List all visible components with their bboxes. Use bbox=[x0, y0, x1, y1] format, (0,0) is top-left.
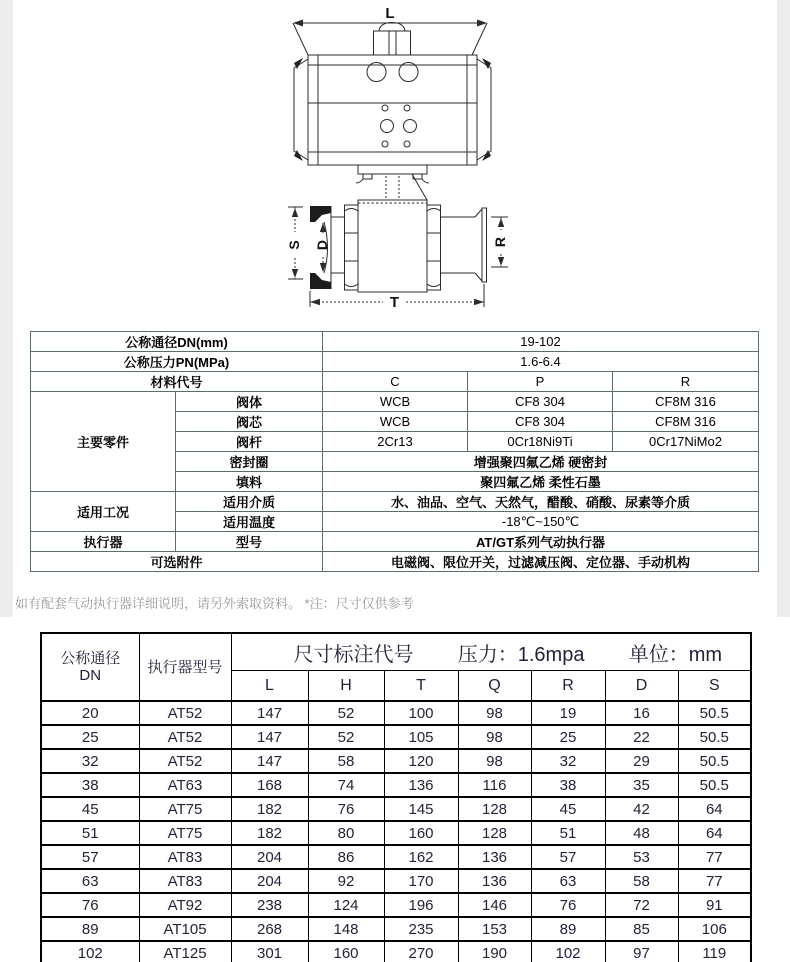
spec-value: 2Cr13 bbox=[323, 432, 468, 452]
spec-value: AT/GT系列气动执行器 bbox=[323, 532, 759, 552]
spec-group-label: 主要零件 bbox=[31, 392, 176, 492]
spec-value: CF8M 316 bbox=[613, 412, 759, 432]
spec-label: 公称压力PN(MPa) bbox=[31, 352, 323, 372]
dim-table-cell: 153 bbox=[458, 917, 531, 941]
spec-label: 填料 bbox=[176, 472, 323, 492]
dim-col-l: L bbox=[231, 671, 308, 702]
dim-table-cell: 190 bbox=[458, 941, 531, 962]
dim-table-cell: 38 bbox=[531, 773, 605, 797]
dim-table-cell: 86 bbox=[308, 845, 384, 869]
dim-table-cell: 48 bbox=[605, 821, 678, 845]
spec-value: P bbox=[468, 372, 613, 392]
dim-table-cell: 20 bbox=[41, 701, 139, 725]
spec-label: 公称通径DN(mm) bbox=[31, 332, 323, 352]
dim-table-cell: 124 bbox=[308, 893, 384, 917]
dim-table-cell: 51 bbox=[41, 821, 139, 845]
dim-col-q: Q bbox=[458, 671, 531, 702]
dim-table-cell: AT52 bbox=[139, 725, 231, 749]
dim-table-cell: 45 bbox=[531, 797, 605, 821]
dim-table-row bbox=[41, 941, 751, 962]
dim-table-cell: AT105 bbox=[139, 917, 231, 941]
spec-row bbox=[31, 352, 759, 372]
dim-col-t: T bbox=[384, 671, 458, 702]
spec-label: 阀杆 bbox=[176, 432, 323, 452]
dim-table-row bbox=[41, 701, 751, 725]
dim-table-cell: 16 bbox=[605, 701, 678, 725]
dim-table-cell: 32 bbox=[41, 749, 139, 773]
dim-table-cell: 85 bbox=[605, 917, 678, 941]
dim-table-cell: 196 bbox=[384, 893, 458, 917]
dim-table-cell: 57 bbox=[41, 845, 139, 869]
spec-label: 型号 bbox=[176, 532, 323, 552]
dim-table-cell: 147 bbox=[231, 725, 308, 749]
dim-table-cell: 52 bbox=[308, 725, 384, 749]
dim-table-cell: 58 bbox=[605, 869, 678, 893]
spec-value: CF8 304 bbox=[468, 392, 613, 412]
dim-table-cell: 25 bbox=[531, 725, 605, 749]
dim-table-cell: 162 bbox=[384, 845, 458, 869]
dim-label-l: L bbox=[385, 5, 395, 22]
spec-row bbox=[31, 332, 759, 352]
dim-table-cell: 74 bbox=[308, 773, 384, 797]
spec-value: CF8M 316 bbox=[613, 392, 759, 412]
dim-col-r: R bbox=[531, 671, 605, 702]
dim-table-cell: 50.5 bbox=[678, 725, 751, 749]
dim-table-cell: 168 bbox=[231, 773, 308, 797]
spec-label: 材料代号 bbox=[31, 372, 323, 392]
dim-table-cell: 100 bbox=[384, 701, 458, 725]
dim-table-row bbox=[41, 797, 751, 821]
dim-table-cell: 238 bbox=[231, 893, 308, 917]
dim-table-cell: 50.5 bbox=[678, 749, 751, 773]
dim-table-cell: 35 bbox=[605, 773, 678, 797]
dim-table-cell: 98 bbox=[458, 749, 531, 773]
dim-table-cell: 204 bbox=[231, 869, 308, 893]
spec-value: WCB bbox=[323, 392, 468, 412]
dim-table-cell: 64 bbox=[678, 821, 751, 845]
dim-table-cell: 98 bbox=[458, 725, 531, 749]
dim-table-cell: 182 bbox=[231, 821, 308, 845]
spec-value: CF8 304 bbox=[468, 412, 613, 432]
dim-table-row bbox=[41, 725, 751, 749]
dim-table-cell: 119 bbox=[678, 941, 751, 962]
dim-title-unit: 单位：mm bbox=[628, 643, 723, 666]
dim-table-cell: 182 bbox=[231, 797, 308, 821]
dim-table-cell: 91 bbox=[678, 893, 751, 917]
dim-table-cell: 160 bbox=[308, 941, 384, 962]
dim-table-cell: 76 bbox=[308, 797, 384, 821]
dim-table-cell: 128 bbox=[458, 797, 531, 821]
dim-table-cell: 53 bbox=[605, 845, 678, 869]
spec-value: 聚四氟乙烯 柔性石墨 bbox=[323, 472, 759, 492]
spec-value: 增强聚四氟乙烯 硬密封 bbox=[323, 452, 759, 472]
dim-table-cell: 72 bbox=[605, 893, 678, 917]
dim-label-r: R bbox=[492, 236, 508, 248]
dim-table-cell: 64 bbox=[678, 797, 751, 821]
spec-row bbox=[31, 392, 759, 412]
bottom-section bbox=[0, 617, 790, 962]
dim-table-cell: 19 bbox=[531, 701, 605, 725]
spec-table bbox=[30, 331, 759, 572]
dim-table-cell: 51 bbox=[531, 821, 605, 845]
dim-table-cell: 160 bbox=[384, 821, 458, 845]
dim-table-cell: 63 bbox=[41, 869, 139, 893]
dim-header-dn-line1: 公称通径 bbox=[60, 650, 121, 667]
spec-value: -18℃~150℃ bbox=[323, 512, 759, 532]
dim-table-row bbox=[41, 821, 751, 845]
dim-table-cell: AT92 bbox=[139, 893, 231, 917]
dim-table-cell: 77 bbox=[678, 845, 751, 869]
dim-table-cell: 98 bbox=[458, 701, 531, 725]
dim-table-cell: 50.5 bbox=[678, 773, 751, 797]
dim-title-code: 尺寸标注代号 bbox=[293, 643, 414, 666]
dim-table-cell: 102 bbox=[531, 941, 605, 962]
dim-label-s: S bbox=[286, 240, 302, 250]
dim-table-row bbox=[41, 845, 751, 869]
dim-table-cell: AT75 bbox=[139, 797, 231, 821]
spec-label: 适用温度 bbox=[176, 512, 323, 532]
dim-table-cell: 80 bbox=[308, 821, 384, 845]
dim-table-cell: 42 bbox=[605, 797, 678, 821]
dim-table-cell: 45 bbox=[41, 797, 139, 821]
spec-label: 阀芯 bbox=[176, 412, 323, 432]
spec-value: 1.6-6.4 bbox=[323, 352, 759, 372]
dim-table-cell: 148 bbox=[308, 917, 384, 941]
spec-value: 0Cr17NiMo2 bbox=[613, 432, 759, 452]
note-text: 如有配套气动执行器详细说明，请另外索取资料。 *注：尺寸仅供参考 bbox=[15, 596, 414, 611]
dim-col-h: H bbox=[308, 671, 384, 702]
dim-table-cell: 204 bbox=[231, 845, 308, 869]
dim-table-cell: 102 bbox=[41, 941, 139, 962]
dim-header-actuator: 执行器型号 bbox=[139, 633, 231, 701]
dim-table-cell: AT83 bbox=[139, 845, 231, 869]
spec-label: 适用介质 bbox=[176, 492, 323, 512]
spec-group-label: 执行器 bbox=[31, 532, 176, 552]
dim-table-cell: 170 bbox=[384, 869, 458, 893]
dim-col-s: S bbox=[678, 671, 751, 702]
dim-table-cell: 136 bbox=[384, 773, 458, 797]
dim-table-cell: 235 bbox=[384, 917, 458, 941]
dim-table-cell: AT52 bbox=[139, 749, 231, 773]
dim-header-row bbox=[41, 633, 751, 671]
dim-table-cell: 120 bbox=[384, 749, 458, 773]
spec-label: 可选附件 bbox=[31, 552, 323, 572]
dim-table-cell: 97 bbox=[605, 941, 678, 962]
spec-row bbox=[31, 532, 759, 552]
spec-value: 电磁阀、限位开关，过滤减压阀、定位器、手动机构 bbox=[323, 552, 759, 572]
dim-table-cell: 106 bbox=[678, 917, 751, 941]
dim-table-cell: 50.5 bbox=[678, 701, 751, 725]
dim-table-cell: 116 bbox=[458, 773, 531, 797]
spec-row bbox=[31, 552, 759, 572]
dim-label-t: T bbox=[389, 294, 400, 311]
spec-row bbox=[31, 492, 759, 512]
dim-header-title bbox=[231, 633, 751, 671]
dim-table-cell: 29 bbox=[605, 749, 678, 773]
dim-table-cell: AT63 bbox=[139, 773, 231, 797]
dim-table-row bbox=[41, 893, 751, 917]
dim-table-cell: 270 bbox=[384, 941, 458, 962]
dim-col-d: D bbox=[605, 671, 678, 702]
dim-table-cell: 58 bbox=[308, 749, 384, 773]
dim-title-pressure: 压力：1.6mpa bbox=[457, 643, 585, 666]
spec-value: R bbox=[613, 372, 759, 392]
dim-table-cell: 63 bbox=[531, 869, 605, 893]
dim-table-row bbox=[41, 869, 751, 893]
spec-label: 阀体 bbox=[176, 392, 323, 412]
dim-table-cell: 301 bbox=[231, 941, 308, 962]
dim-table-cell: 89 bbox=[531, 917, 605, 941]
dim-table-cell: 105 bbox=[384, 725, 458, 749]
dim-table-cell: 136 bbox=[458, 869, 531, 893]
spec-value: WCB bbox=[323, 412, 468, 432]
spec-row bbox=[31, 372, 759, 392]
dim-label-d: D bbox=[314, 239, 330, 251]
spec-value: 水、油品、空气、天然气，醋酸、硝酸、尿素等介质 bbox=[323, 492, 759, 512]
dim-table-cell: 268 bbox=[231, 917, 308, 941]
dim-table-cell: 128 bbox=[458, 821, 531, 845]
dim-table-cell: 52 bbox=[308, 701, 384, 725]
dim-table-cell: 77 bbox=[678, 869, 751, 893]
dim-header-dn-line2: DN bbox=[79, 667, 102, 684]
dim-table-cell: AT52 bbox=[139, 701, 231, 725]
dim-table-cell: 76 bbox=[41, 893, 139, 917]
dim-table-cell: AT75 bbox=[139, 821, 231, 845]
dim-table-cell: 89 bbox=[41, 917, 139, 941]
dim-table-cell: 22 bbox=[605, 725, 678, 749]
dim-table-row bbox=[41, 917, 751, 941]
dim-table-cell: 147 bbox=[231, 749, 308, 773]
dim-table-cell: 76 bbox=[531, 893, 605, 917]
spec-label: 密封圈 bbox=[176, 452, 323, 472]
valve-technical-drawing bbox=[245, 2, 545, 328]
dim-table-row bbox=[41, 773, 751, 797]
dim-table-cell: 136 bbox=[458, 845, 531, 869]
dim-header-dn bbox=[41, 633, 139, 701]
spec-group-label: 适用工况 bbox=[31, 492, 176, 532]
dim-table-cell: 32 bbox=[531, 749, 605, 773]
dim-table-cell: 146 bbox=[458, 893, 531, 917]
dim-table-cell: 57 bbox=[531, 845, 605, 869]
dim-table-cell: 147 bbox=[231, 701, 308, 725]
spec-value: 0Cr18Ni9Ti bbox=[468, 432, 613, 452]
spec-value: C bbox=[323, 372, 468, 392]
dim-table-cell: AT83 bbox=[139, 869, 231, 893]
dimension-table bbox=[40, 632, 752, 962]
dim-table-cell: 145 bbox=[384, 797, 458, 821]
spec-value: 19-102 bbox=[323, 332, 759, 352]
dim-table-cell: 92 bbox=[308, 869, 384, 893]
dim-table-cell: 38 bbox=[41, 773, 139, 797]
dim-table-cell: AT125 bbox=[139, 941, 231, 962]
dim-table-cell: 25 bbox=[41, 725, 139, 749]
dim-table-row bbox=[41, 749, 751, 773]
